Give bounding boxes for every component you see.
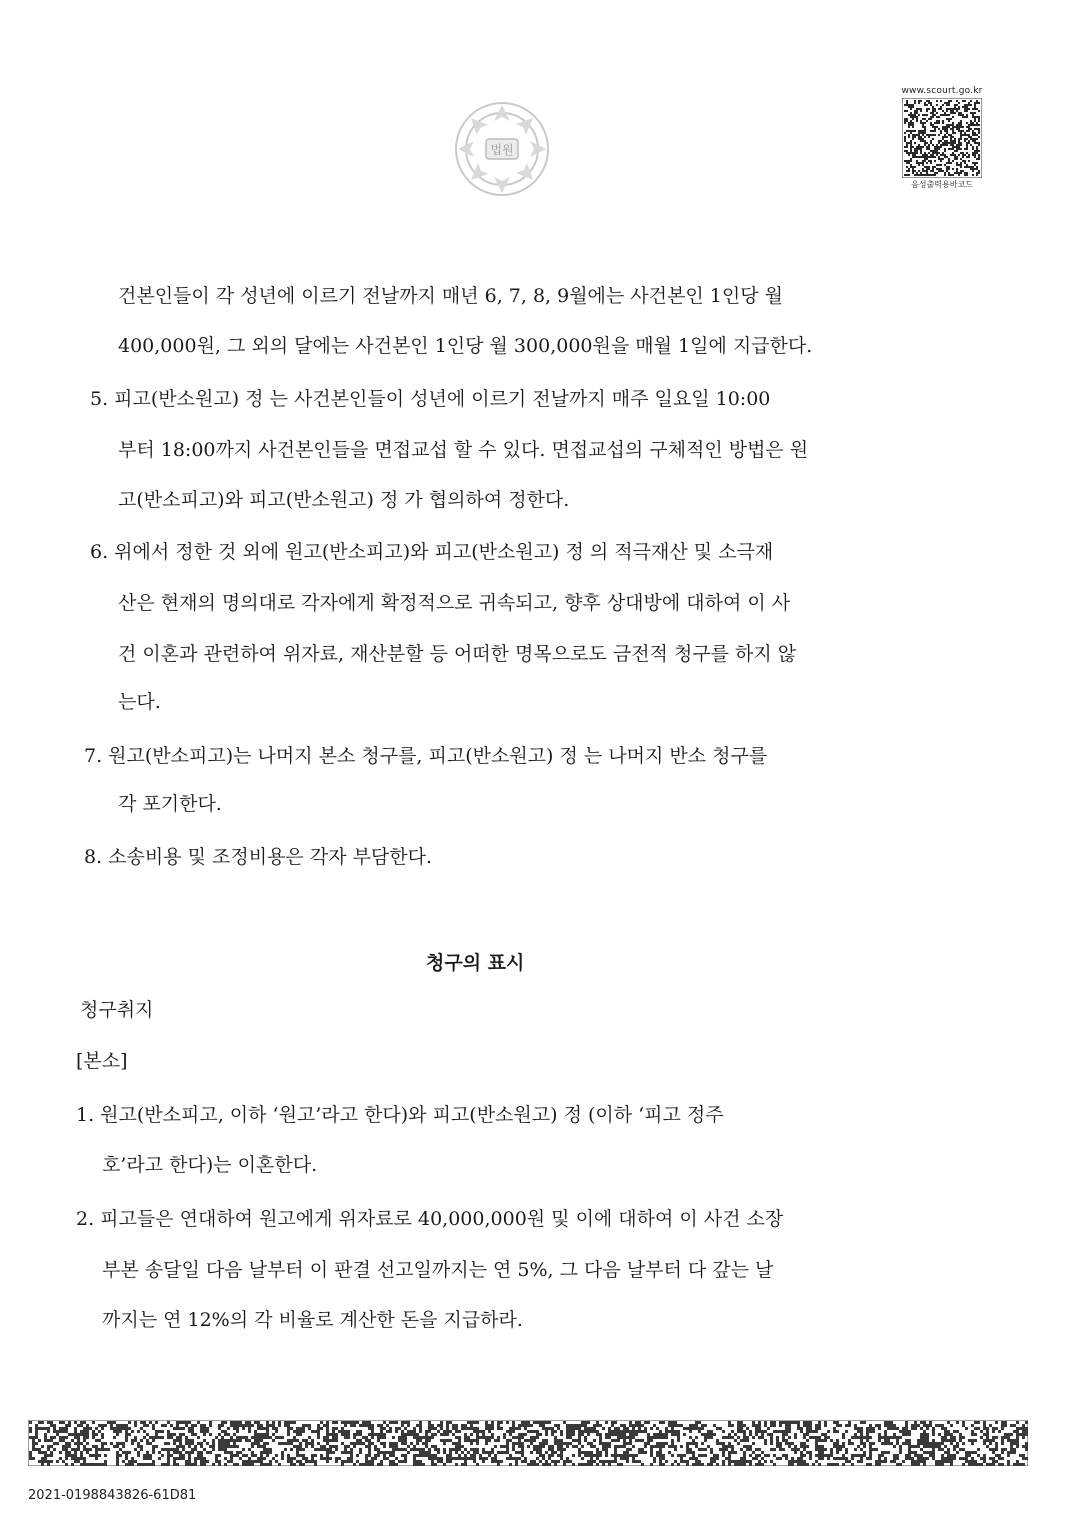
court-emblem-icon [450, 97, 554, 201]
body-line: 건 이혼과 관련하여 위자료, 재산분할 등 어떠한 명목으로도 금전적 청구를 하지 않 [118, 643, 797, 665]
claim-line: 호’라고 한다)는 이혼한다. [102, 1154, 318, 1176]
footer-barcode-icon [28, 1420, 1028, 1466]
claim-line: 부본 송달일 다음 날부터 이 판결 선고일까지는 연 5%, 그 다음 날부터 다 갚는 날 [102, 1259, 774, 1281]
body-line: 8. 소송비용 및 조정비용은 각자 부담한다. [84, 846, 433, 868]
body-line: 고(반소피고)와 피고(반소원고) 정 가 협의하여 정한다. [118, 489, 570, 511]
body-line: 7. 원고(반소피고)는 나머지 본소 청구를, 피고(반소원고) 정 는 나머지 반소 청구를 [84, 745, 768, 767]
body-line: 6. 위에서 정한 것 외에 원고(반소피고)와 피고(반소원고) 정 의 적극재산 및 소극재 [90, 541, 774, 563]
section-title: 청구의 표시 [426, 952, 525, 974]
qr-block [900, 86, 984, 190]
claim-subheading: [본소] [76, 1050, 128, 1072]
body-line: 400,000원, 그 외의 달에는 사건본인 1인당 월 300,000원을 매월 1일에 지급한다. [118, 335, 813, 357]
qr-url-text: www.scourt.go.kr [901, 86, 983, 96]
claim-line: 2. 피고들은 연대하여 원고에게 위자료로 40,000,000원 및 이에 대하여 이 사건 소장 [76, 1208, 784, 1230]
claim-heading: 청구취지 [80, 999, 154, 1021]
emblem-label: 법원 [490, 143, 514, 157]
body-line: 부터 18:00까지 사건본인들을 면접교섭 할 수 있다. 면접교섭의 구체적인 방법은 원 [118, 439, 809, 461]
body-line: 각 포기한다. [118, 793, 222, 815]
qr-caption-text: 음성출력용바코드 [911, 180, 973, 189]
qr-code-icon [902, 98, 982, 178]
body-line: 건본인들이 각 성년에 이르기 전날까지 매년 6, 7, 8, 9월에는 사건본인 1인당 월 [118, 285, 783, 307]
body-line: 는다. [118, 691, 161, 713]
body-line: 5. 피고(반소원고) 정 는 사건본인들이 성년에 이르기 전날까지 매주 일요일 10:00 [90, 388, 771, 410]
footer-doc-id: 2021-0198843826-61D81 [28, 1488, 197, 1503]
claim-line: 1. 원고(반소피고, 이하 ‘원고’라고 한다)와 피고(반소원고) 정 (이하 ‘피고 정주 [76, 1104, 724, 1126]
claim-line: 까지는 연 12%의 각 비율로 계산한 돈을 지급하라. [102, 1309, 523, 1331]
body-line: 산은 현재의 명의대로 각자에게 확정적으로 귀속되고, 향후 상대방에 대하여 이 사 [118, 592, 791, 614]
